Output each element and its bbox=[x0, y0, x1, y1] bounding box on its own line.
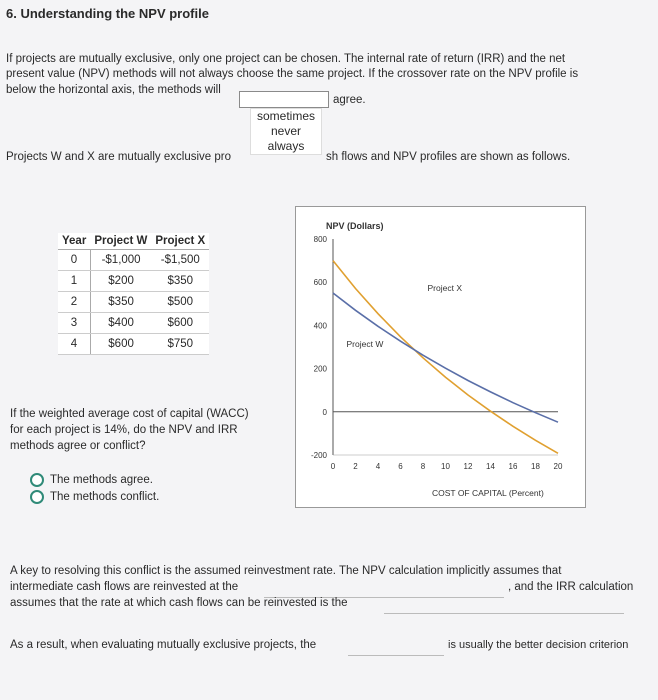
bottom-line-1: A key to resolving this conflict is the assumed reinvestment rate. The NPV calculation implicitly assumes that bbox=[10, 565, 562, 577]
table-cell: $750 bbox=[151, 334, 209, 355]
radio-conflict[interactable] bbox=[30, 490, 44, 504]
chart-marks bbox=[333, 261, 558, 454]
bottom-line-4a: As a result, when evaluating mutually exclusive projects, the bbox=[10, 639, 317, 651]
radio-agree[interactable] bbox=[30, 473, 44, 487]
bottom-line-2b: , and the IRR calculation bbox=[508, 581, 634, 593]
option-agree-label: The methods agree. bbox=[50, 474, 153, 487]
question-line-3: methods agree or conflict? bbox=[10, 440, 146, 452]
intro-line-2: present value (NPV) methods will not always choose the same project. If the crossover rate on the NPV profile is bbox=[6, 68, 579, 80]
x-tick-label: 16 bbox=[508, 462, 518, 471]
x-tick-label: 10 bbox=[441, 462, 450, 471]
series-label: Project W bbox=[346, 339, 384, 349]
dropdown-option-always[interactable]: always bbox=[267, 139, 305, 153]
option-conflict-label: The methods conflict. bbox=[50, 491, 160, 504]
table-cell: $600 bbox=[151, 313, 209, 334]
y-tick-label: 400 bbox=[313, 321, 327, 331]
table-cell: $350 bbox=[90, 292, 151, 313]
npv-profile-chart bbox=[295, 206, 586, 508]
table-row bbox=[58, 292, 209, 313]
table-row bbox=[58, 250, 209, 271]
table-cell: -$1,000 bbox=[90, 250, 151, 271]
intro-line-3: below the horizontal axis, the methods will bbox=[6, 84, 221, 96]
cash-flow-table bbox=[58, 233, 209, 355]
bottom-line-2a: intermediate cash flows are reinvested at the bbox=[10, 581, 239, 593]
criterion-input[interactable] bbox=[348, 641, 444, 656]
dropdown-menu bbox=[250, 108, 322, 155]
table-row bbox=[58, 313, 209, 334]
x-tick-label: 4 bbox=[375, 462, 381, 471]
x-tick-label: 6 bbox=[398, 462, 403, 471]
chart-xlabel: COST OF CAPITAL (Percent) bbox=[432, 488, 544, 498]
x-tick-label: 12 bbox=[463, 462, 473, 471]
intro-line-3-end: agree. bbox=[333, 94, 366, 106]
table-header-w: Project W bbox=[90, 233, 151, 250]
cash-flow-table-wrap bbox=[58, 233, 209, 355]
bottom-line-4b: is usually the better decision criterion bbox=[448, 639, 629, 651]
table-row bbox=[58, 271, 209, 292]
option-agree[interactable] bbox=[30, 473, 153, 488]
chart-svg bbox=[296, 207, 585, 507]
table-cell: 1 bbox=[58, 271, 90, 292]
option-conflict[interactable] bbox=[30, 490, 159, 505]
x-tick-label: 2 bbox=[353, 462, 358, 471]
projects-line-start: Projects W and X are mutually exclusive pro bbox=[6, 151, 231, 163]
table-cell: $400 bbox=[90, 313, 151, 334]
agree-select[interactable] bbox=[239, 91, 329, 108]
table-cell: $350 bbox=[151, 271, 209, 292]
y-tick-label: 600 bbox=[313, 278, 327, 288]
table-cell: $500 bbox=[151, 292, 209, 313]
y-tick-label: -200 bbox=[310, 451, 327, 460]
x-tick-label: 0 bbox=[330, 462, 336, 471]
y-tick-label: 0 bbox=[322, 407, 327, 417]
table-cell: 4 bbox=[58, 334, 90, 355]
table-header-x: Project X bbox=[151, 233, 209, 250]
chart-axes bbox=[311, 235, 563, 471]
x-tick-label: 18 bbox=[531, 462, 540, 471]
table-cell: $600 bbox=[90, 334, 151, 355]
irr-reinvestment-input[interactable] bbox=[384, 599, 624, 614]
y-tick-label: 200 bbox=[313, 364, 327, 374]
projects-line-end: sh flows and NPV profiles are shown as follows. bbox=[326, 151, 571, 163]
x-tick-label: 14 bbox=[486, 462, 495, 471]
table-row bbox=[58, 334, 209, 355]
section-title: 6. Understanding the NPV profile bbox=[6, 6, 209, 21]
y-tick-label: 800 bbox=[313, 235, 327, 244]
dropdown-option-never[interactable]: never bbox=[270, 124, 302, 138]
question-line-1: If the weighted average cost of capital (WACC) bbox=[10, 408, 249, 420]
chart-title: NPV (Dollars) bbox=[326, 221, 384, 231]
table-cell: 3 bbox=[58, 313, 90, 334]
x-tick-label: 20 bbox=[553, 462, 563, 471]
table-header-year: Year bbox=[58, 233, 90, 250]
table-cell: $200 bbox=[90, 271, 151, 292]
question-line-2: for each project is 14%, do the NPV and IRR bbox=[10, 424, 238, 436]
x-tick-label: 8 bbox=[420, 462, 426, 471]
intro-line-1: If projects are mutually exclusive, only one project can be chosen. The internal rate of return (IRR) and the net bbox=[6, 53, 566, 65]
bottom-line-3: assumes that the rate at which cash flows can be reinvested is the bbox=[10, 597, 348, 609]
series-line-project-w bbox=[333, 293, 558, 422]
table-cell: 2 bbox=[58, 292, 90, 313]
table-cell: -$1,500 bbox=[151, 250, 209, 271]
dropdown-option-sometimes[interactable]: sometimes bbox=[256, 109, 315, 123]
table-cell: 0 bbox=[58, 250, 90, 271]
series-label: Project X bbox=[427, 282, 462, 293]
